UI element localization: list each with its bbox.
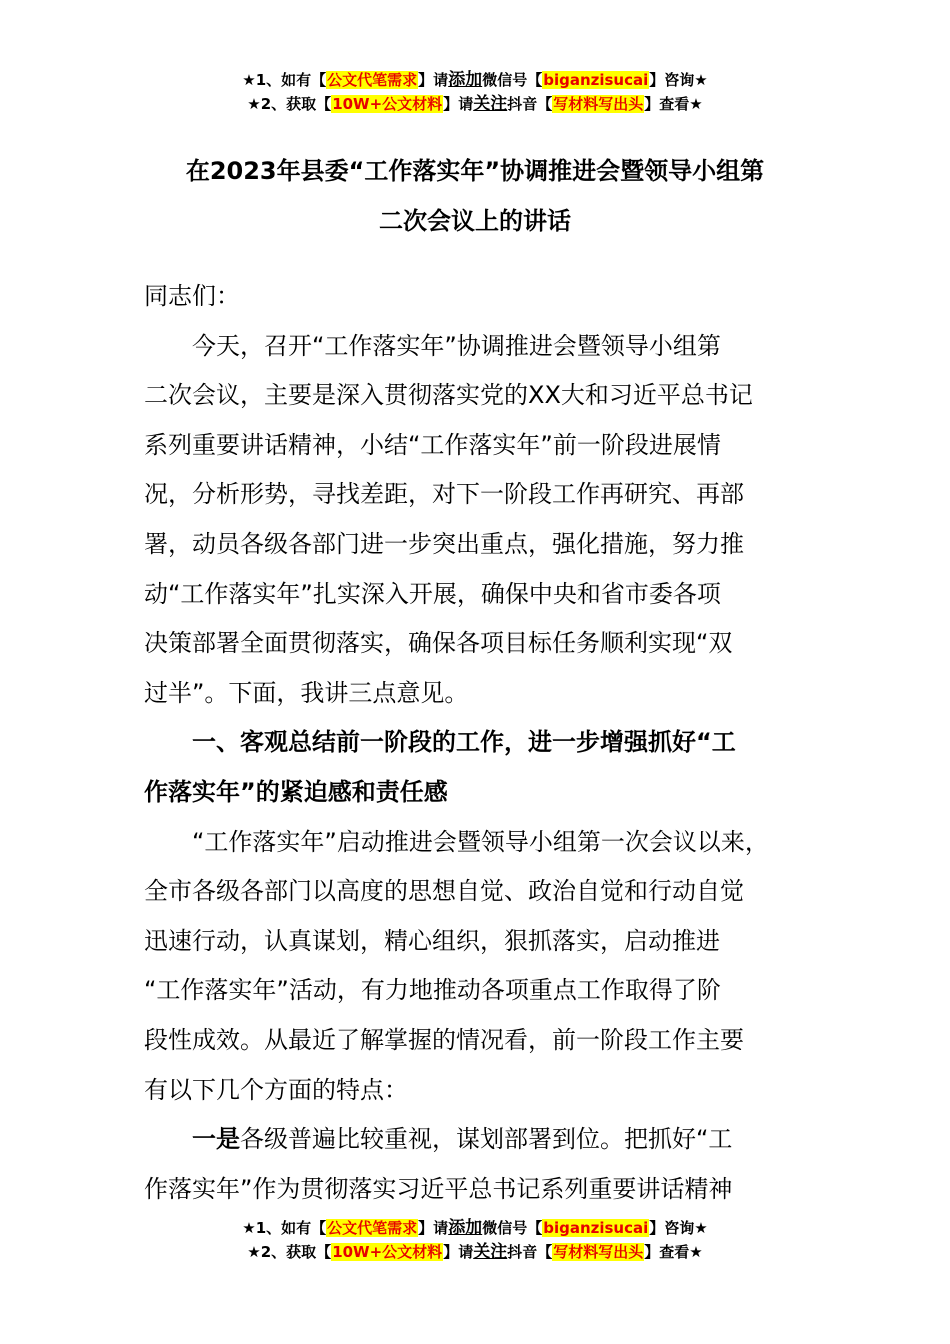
banner-douyin-id: 写材料写出头 — [553, 95, 644, 113]
title-line-2: 二次会议上的讲话 — [379, 207, 571, 235]
paragraph-line: 系列重要讲话精神，小结“工作落实年”前一阶段进展情 — [144, 430, 721, 459]
point-lead: 一是 — [192, 1125, 240, 1154]
document-title — [144, 146, 806, 246]
paragraph-line: 署，动员各级各部门进一步突出重点，强化措施，努力推 — [144, 529, 744, 558]
paragraph-line: 一是各级普遍比较重视，谋划部署到位。把抓好“工 — [192, 1125, 733, 1154]
paragraph-line: 二次会议，主要是深入贯彻落实党的XX大和习近平总书记 — [144, 381, 753, 410]
banner-wechat-id: biganzisucai — [543, 1219, 649, 1237]
banner-line-1: ★1、如有【公文代笔需求】请添加微信号【biganzisucai】咨询★ — [242, 1218, 708, 1238]
banner-highlight: 公文代笔需求 — [327, 1219, 418, 1237]
banner-line-2: ★2、获取【10W+公文材料】请关注抖音【写材料写出头】查看★ — [247, 94, 703, 114]
title-line-1: 在2023年县委“工作落实年”协调推进会暨领导小组第 — [185, 157, 765, 185]
paragraph-line: “工作落实年”启动推进会暨领导小组第一次会议以来， — [192, 827, 769, 856]
paragraph-line: 全市各级各部门以高度的思想自觉、政治自觉和行动自觉 — [144, 877, 744, 906]
paragraph-line: 迅速行动，认真谋划，精心组织，狠抓落实，启动推进 — [144, 926, 720, 955]
paragraph-line: 作落实年”作为贯彻落实习近平总书记系列重要讲话精神 — [144, 1174, 733, 1203]
greeting: 同志们： — [144, 282, 240, 310]
section-heading: 作落实年”的紧迫感和责任感 — [144, 777, 448, 806]
banner-highlight: 10W+公文材料 — [332, 95, 443, 113]
banner-line-1: ★1、如有【公文代笔需求】请添加微信号【biganzisucai】咨询★ — [242, 70, 708, 90]
banner-douyin-id: 写材料写出头 — [553, 1243, 644, 1261]
section-heading: 一、客观总结前一阶段的工作，进一步增强抓好“工 — [192, 728, 736, 757]
banner-highlight: 公文代笔需求 — [327, 71, 418, 89]
document-body — [144, 272, 806, 1214]
paragraph-line: 段性成效。从最近了解掌握的情况看，前一阶段工作主要 — [144, 1025, 744, 1054]
bottom-banner — [0, 1216, 950, 1264]
paragraph-line: 况，分析形势，寻找差距，对下一阶段工作再研究、再部 — [144, 480, 744, 509]
paragraph-line: 决策部署全面贯彻落实，确保各项目标任务顺利实现“双 — [144, 629, 733, 658]
paragraph-line: 有以下几个方面的特点： — [144, 1075, 408, 1104]
paragraph-line: 动“工作落实年”扎实深入开展，确保中央和省市委各项 — [144, 579, 721, 608]
banner-highlight: 10W+公文材料 — [332, 1243, 443, 1261]
banner-line-2: ★2、获取【10W+公文材料】请关注抖音【写材料写出头】查看★ — [247, 1242, 703, 1262]
paragraph-line: “工作落实年”活动，有力地推动各项重点工作取得了阶 — [144, 976, 721, 1005]
paragraph-line: 过半”。下面，我讲三点意见。 — [144, 678, 469, 707]
paragraph-line: 今天，召开“工作落实年”协调推进会暨领导小组第 — [192, 331, 721, 360]
top-banner — [0, 68, 950, 116]
banner-wechat-id: biganzisucai — [543, 71, 649, 89]
